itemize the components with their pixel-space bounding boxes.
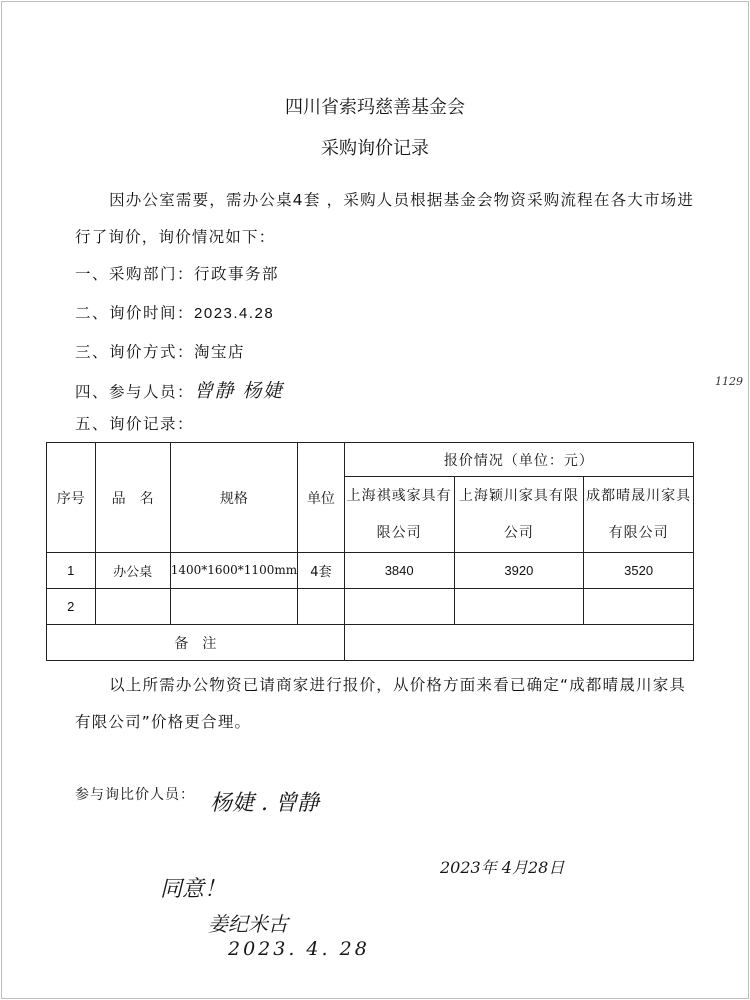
remarks-row — [47, 625, 694, 661]
section-value: 淘宝店 — [194, 343, 246, 361]
header-quote-group: 报价情况（单位：元） — [344, 443, 693, 477]
participants-signature: 曾静 杨婕 — [194, 380, 284, 402]
conclusion-paragraph: 以上所需办公物资已请商家进行报价，从价格方面来看已确定“成都晴晟川家具有限公司”价格更合理。 — [75, 676, 687, 731]
cell-seq: 2 — [47, 589, 96, 625]
header-name: 品 名 — [95, 443, 170, 553]
cell-quote-2 — [454, 589, 584, 625]
cell-spec — [170, 589, 297, 625]
section-department — [75, 262, 279, 284]
quote-table — [46, 442, 694, 661]
cell-unit — [298, 589, 345, 625]
table-row — [47, 589, 694, 625]
section-label: 三、询价方式： — [75, 343, 195, 361]
cell-quote-2: 3920 — [454, 553, 584, 589]
cell-name: 办公桌 — [95, 553, 170, 589]
cell-quote-1 — [344, 589, 454, 625]
participants-signature: 杨婕 . 曾静 — [210, 791, 319, 816]
header-spec: 规格 — [170, 443, 297, 553]
section-label: 一、采购部门： — [75, 265, 195, 283]
remarks-value — [344, 625, 693, 661]
margin-note: 1129 — [715, 375, 743, 388]
participants-label: 参与询比价人员： — [75, 787, 195, 803]
section-label: 四、参与人员： — [75, 383, 195, 401]
header-supplier-1: 上海祺彧家具有限公司 — [344, 477, 454, 553]
approver-signature: 姜纪米古 — [208, 912, 288, 936]
cell-quote-3 — [584, 589, 694, 625]
remarks-label: 备 注 — [47, 625, 345, 661]
section-date — [75, 301, 274, 323]
intro-paragraph: 因办公室需要，需办公桌4套 ，采购人员根据基金会物资采购流程在各大市场进行了询价，询价情况如下： — [75, 191, 695, 246]
header-supplier-3: 成都晴晟川家具有限公司 — [584, 477, 694, 553]
table-row — [47, 553, 694, 589]
section-label: 二、询价时间： — [75, 304, 195, 322]
cell-seq: 1 — [47, 553, 96, 589]
section-label: 五、询价记录： — [75, 415, 195, 433]
cell-quote-3: 3520 — [584, 553, 694, 589]
approval-date: 2023. 4. 28 — [228, 938, 370, 960]
cell-quote-1: 3840 — [344, 553, 454, 589]
org-title: 四川省索玛慈善基金会 — [285, 97, 465, 118]
approval-note: 同意！ — [160, 877, 227, 902]
document-title: 采购询价记录 — [321, 138, 429, 159]
cell-name — [95, 589, 170, 625]
header-seq: 序号 — [47, 443, 96, 553]
section-value: 行政事务部 — [194, 265, 280, 283]
section-method — [75, 340, 245, 362]
section-records — [75, 412, 194, 434]
header-unit: 单位 — [298, 443, 345, 553]
section-value: 2023.4.28 — [194, 305, 275, 322]
cell-unit: 4套 — [298, 553, 345, 589]
handwritten-date: 2023年 4月28日 — [440, 858, 565, 877]
header-supplier-2: 上海颖川家具有限公司 — [454, 477, 584, 553]
section-participants — [75, 376, 284, 403]
cell-spec: 1400*1600*1100mm — [170, 553, 297, 589]
